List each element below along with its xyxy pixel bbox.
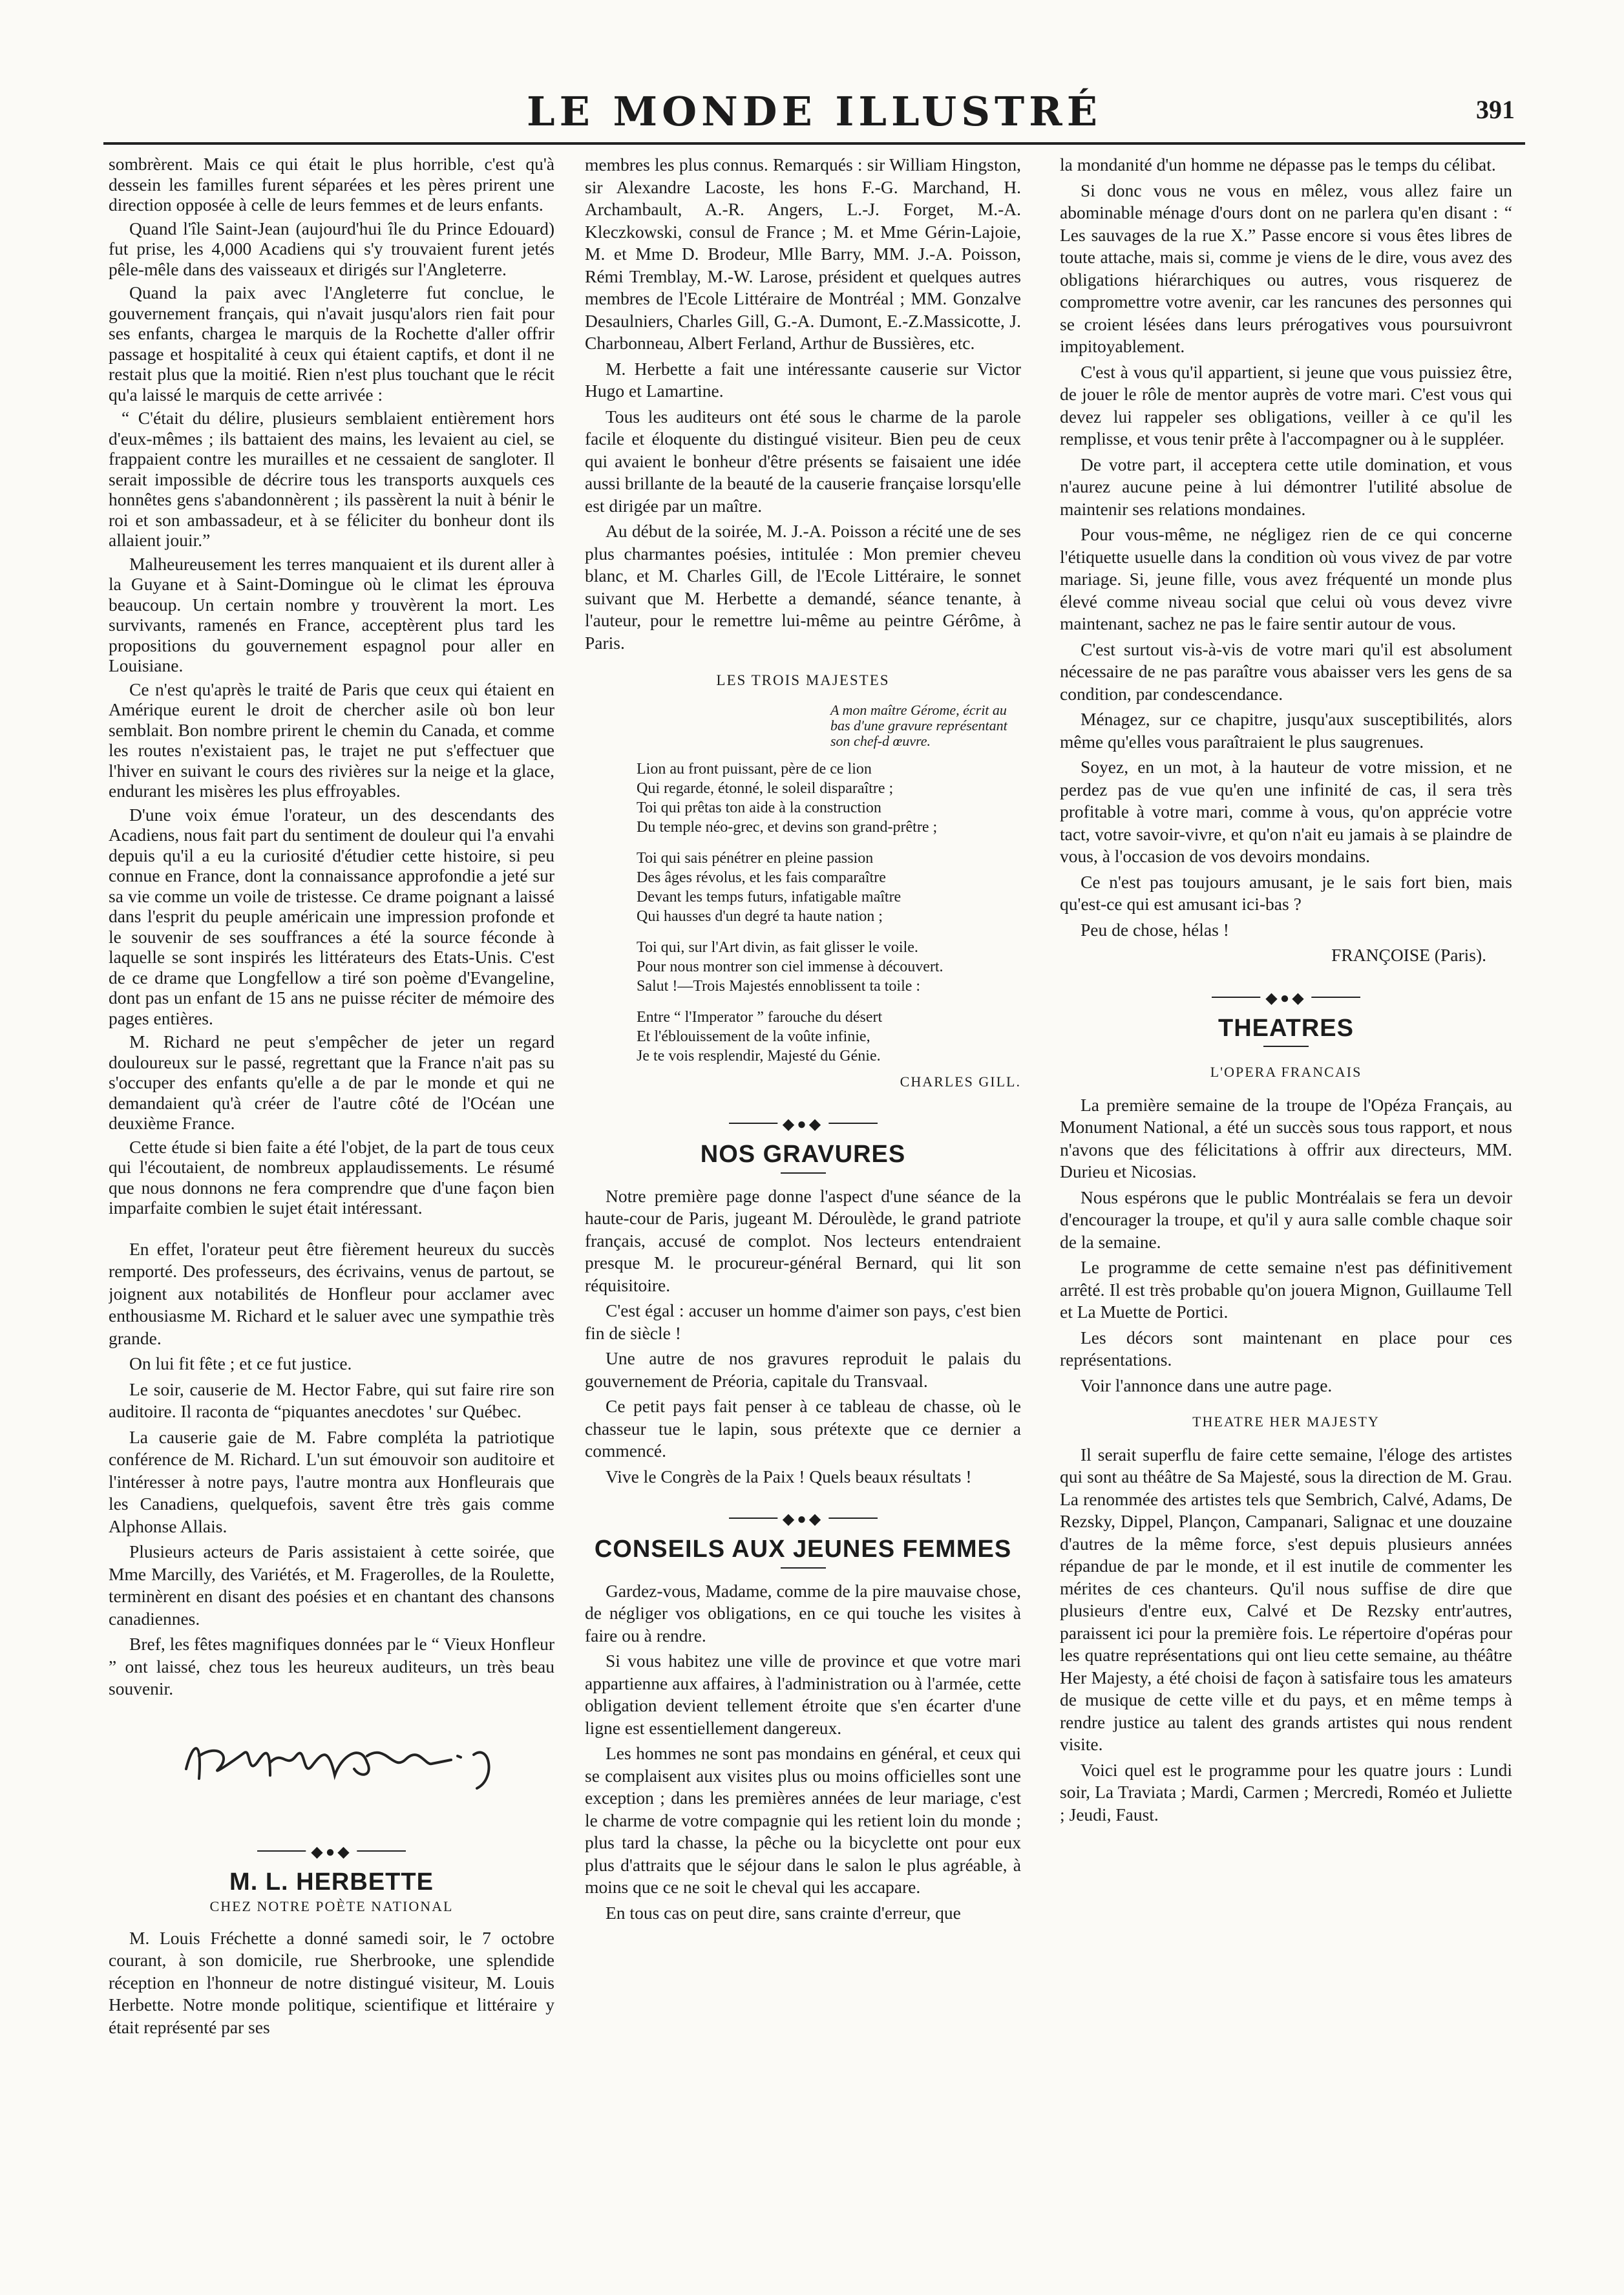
section-title: NOS GRAVURES: [700, 1141, 906, 1168]
paragraph: Quand l'île Saint-Jean (aujourd'hui île du Prince Edouard) fut prise, les 4,000 Acadiens qui s'y trouvaient furent jetés pêle-mêle dans des vaisseaux et dirigés sur l'Angleterre.: [109, 218, 554, 279]
section-divider: ◆●◆: [257, 1840, 406, 1862]
paragraph: En effet, l'orateur peut être fièrement heureux du succès remporté. Des professeurs, des écrivains, venus de partout, se joignent aux notabilités de Honfleur pour acclamer avec enthousiasme M. Richard et le saluer avec une sympathie très grande.: [109, 1238, 554, 1348]
poem-stanza: [637, 1008, 1021, 1066]
paragraph: Tous les auditeurs ont été sous le charme de la parole facile et éloquente du distingué visiteur. Bien peu de ceux qui avaient le bonheur d'être présents se faisaient une idée aussi brillante de la beauté de la causerie française lorsqu'elle est dirigée par un maître.: [585, 406, 1021, 516]
poem-line: Toi qui sais pénétrer en pleine passion: [637, 849, 874, 867]
paragraph: Ce n'est pas toujours amusant, je le sais fort bien, mais qu'est-ce qui est amusant ici-bas ?: [1060, 871, 1512, 914]
paragraph: C'est égal : accuser un homme d'aimer son pays, c'est bien fin de siècle !: [585, 1300, 1021, 1343]
column-2: [585, 154, 1021, 2164]
poem-line: Et l'éblouissement de la voûte infinie,: [637, 1028, 870, 1045]
paragraph: Malheureusement les terres manquaient et ils durent aller à la Guyane et à Saint-Domingue où le climat les éprouva beaucoup. Un certain nombre y trouvèrent la mort. Les survivants, ramenés en France, acceptèrent plus tard les propositions du gouvernement espagnol pour aller en Louisiane.: [109, 553, 554, 675]
paragraph: Le soir, causerie de M. Hector Fabre, qui sut faire rire son auditoire. Il raconta de “piquantes anecdotes ' sur Québec.: [109, 1379, 554, 1421]
paragraph: Une autre de nos gravures reproduit le palais du gouvernement de Préoria, capitale du Transvaal.: [585, 1348, 1021, 1391]
paragraph: Nous espérons que le public Montréalais se fera un devoir d'encourager la troupe, et qu'il y aura salle comble chaque soir de la semaine.: [1060, 1187, 1512, 1252]
paragraph: Les décors sont maintenant en place pour ces représentations.: [1060, 1327, 1512, 1370]
poem-title: LES TROIS MAJESTES: [716, 672, 890, 688]
paragraph: M. Louis Fréchette a donné samedi soir, le 7 octobre courant, à son domicile, rue Sherbrooke, une splendide réception en l'honneur de notre distingué visiteur, M. Louis Herbette. Notre monde politique, scientifique et littéraire y était représenté par ses: [109, 1927, 554, 2037]
subsection-heading: L'OPERA FRANCAIS: [1210, 1064, 1362, 1080]
paragraph: Soyez, en un mot, à la hauteur de votre mission, et ne perdez pas de vue qu'en une infinité de cas, il sera très profitable à votre mari, comme à vous, qu'on apprécie votre tact, votre savoir-vivre, et qu'on n'ait eu jamais à se plaindre de vous, à l'occasion de vos devoirs mondains.: [1060, 757, 1512, 866]
paragraph: Au début de la soirée, M. J.-A. Poisson a récité une de ses plus charmantes poésies, intitulée : Mon premier cheveu blanc, et M. Charles Gill, de l'Ecole Littéraire, le sonnet suivant que M. Herbette a demandé, séance tenante, à l'auteur, pour le remettre lui-même au peintre Gérôme, à Paris.: [585, 521, 1021, 653]
masthead: [103, 83, 1525, 145]
subsection-heading: THEATRE HER MAJESTY: [1192, 1413, 1380, 1430]
paragraph: Ce petit pays fait penser à ce tableau de chasse, où le chasseur tue le lapin, sous prétexte que ce dernier a commencé.: [585, 1396, 1021, 1461]
paragraph: Plusieurs acteurs de Paris assistaient à cette soirée, que Mme Marcilly, des Variétés, et M. Fragerolles, de la Roulette, terminèrent en disant des poésies et en chantant des chansons canadiennes.: [109, 1541, 554, 1629]
paragraph: Ce n'est qu'après le traité de Paris que ceux qui étaient en Amérique eurent le droit de chercher asile où bon leur semblait. Bon nombre prirent le chemin du Canada, et comme les routes n'existaient pas, le trajet ne put s'effectuer que l'hiver en suivant le cours des rivières sur la neige et la glace, endurant les misères les plus effroyables.: [109, 679, 554, 801]
paragraph: Voir l'annonce dans une autre page.: [1081, 1375, 1333, 1395]
quotation: “ C'était du délire, plusieurs semblaient entièrement hors d'eux-mêmes ; ils battaient des mains, les levaient au ciel, se frappaient contre les murailles et ne cessaient de sangloter. Il serait impossible de décrire tous les transports auxquels ces honnêtes gens s'abandonnèrent ; ils passèrent la nuit à bénir le roi et son ambassadeur, et à se féliciter du bonheur dont ils allaient jouir.”: [109, 408, 554, 550]
poem-line: Je te vois resplendir, Majesté du Génie.: [637, 1047, 881, 1064]
poem-dedication: A mon maître Gérome, écrit au bas d'une gravure représentant son chef-d œuvre.: [830, 701, 1007, 749]
paragraph: Pour vous-même, ne négligez rien de ce qui concerne l'étiquette usuelle dans la condition où vous vivez de par votre mariage. Si, jeune fille, vous avez fréquenté un monde plus élevé comme niveau social que celui où vous devez vivre maintenant, sachez ne pas le faire sentir autour de vous.: [1060, 524, 1512, 633]
poem-line: Toi qui, sur l'Art divin, as fait glisser le voile.: [637, 938, 918, 956]
poem-line: Lion au front puissant, père de ce lion: [637, 760, 872, 777]
paragraph: M. Herbette a fait une intéressante causerie sur Victor Hugo et Lamartine.: [585, 358, 1021, 401]
paragraph: La première semaine de la troupe de l'Opéza Français, au Monument National, a été un succès sous tous rapport, et nous n'avons que des félicitations à offrir aux directeurs, MM. Durieu et Nicosias.: [1060, 1094, 1512, 1181]
paragraph: la mondanité d'un homme ne dépasse pas le temps du célibat.: [1060, 154, 1496, 175]
paragraph: M. Richard ne peut s'empêcher de jeter un regard douloureux sur le passé, regrettant que la France n'ait pas su s'occuper des enfants qu'elle a de par le monde et qui ne demandaient qu'à créer de l'autre côté de l'Océan une deuxième France.: [109, 1031, 554, 1133]
title-rule: [1263, 1046, 1309, 1047]
poem-line: Qui hausses d'un degré ta haute nation ;: [637, 907, 883, 925]
handwritten-signature: [109, 1717, 554, 1801]
paragraph: Les hommes ne sont pas mondains en général, et ceux qui se complaisent aux visites plus ou moins officielles sont une exception ; dans les premières années de leur mariage, c'est le charme de votre compagnie qui les retient loin du monde ; plus tard la chasse, la pêche ou la bicyclette ont pour eux plus d'attraits que le séjour dans le salon le plus agréable, à moins que ce ne soit le cheval qui les accapare.: [585, 1743, 1021, 1897]
paragraph: membres les plus connus. Remarqués : sir William Hingston, sir Alexandre Lacoste, les hons F.-G. Marchand, H. Archambault, A.-R. Angers, L.-J. Forget, M.-A. Kleczkowski, consul de France ; M. et Mme Gérin-Lajoie, M. et Mme D. Brodeur, Mlle Barry, MM. J.-A. Poisson, Rémi Tremblay, M.-W. Larose, président et quelques autres membres de l'Ecole Littéraire de Montréal ; MM. Gonzalve Desaulniers, Charles Gill, G.-A. Dumont, E.-Z.Massicotte, J. Charbonneau, Albert Ferland, Arthur de Bussières, etc.: [585, 154, 1021, 353]
title-rule: [781, 1567, 826, 1569]
column-3: [1060, 154, 1512, 2164]
section-title: THEATRES: [1218, 1014, 1354, 1042]
title-rule: [781, 1172, 826, 1174]
paragraph: Voici quel est le programme pour les quatre jours : Lundi soir, La Traviata ; Mardi, Carmen ; Mercredi, Roméo et Juliette ; Jeudi, Faust.: [1060, 1759, 1512, 1824]
paragraph: Si vous habitez une ville de province et que votre mari appartienne aux affaires, à l'administration ou à l'armée, cette obligation devient tellement étroite que s'en écarter d'une ligne est essentiellement dangereux.: [585, 1651, 1021, 1738]
poem-line: Devant les temps futurs, infatigable maître: [637, 888, 902, 905]
paragraph: On lui fit fête ; et ce fut justice.: [129, 1353, 352, 1373]
paragraph: D'une voix émue l'orateur, un des descendants des Acadiens, nous fait part du sentiment de douleur qui l'a envahi depuis qu'il a eu la curiosité d'étudier cette histoire, si peu connue en France, dont la connaissance approfondie a jeté sur sa vie comme un voile de tristesse. Ce drame poignant a laissé dans l'esprit du peuple américain une impression profonde et le souvenir de ses souffrances a été la source féconde à laquelle se sont inspirés les littérateurs des Etats-Unis. C'est de ce drame que Longfellow a tiré son poème d'Evangeline, dont pas un enfant de 15 ans ne puisse réciter de mémoire des pages entières.: [109, 804, 554, 1028]
poem-line: Salut !—Trois Majestés ennoblissent ta toile :: [637, 977, 921, 995]
poem-stanza: [637, 849, 1021, 926]
paragraph: Peu de chose, hélas !: [1081, 919, 1229, 940]
paragraph: Bref, les fêtes magnifiques données par le “ Vieux Honfleur ” ont laissé, chez tous les heureux auditeurs, un très beau souvenir.: [109, 1634, 554, 1698]
paragraph: Quand la paix avec l'Angleterre fut conclue, le gouvernement français, qui n'avait jusqu'alors rien fait pour ses enfants, chargea le marquis de la Rochette d'aller offrir passage et hospitalité à ceux qui étaient captifs, et dont il ne restait plus que la moitié. Rien n'est plus touchant que le récit qu'a laissé le marquis de cette arrivée :: [109, 282, 554, 405]
poem-line: Toi qui prêtas ton aide à la construction: [637, 799, 881, 816]
paragraph: sombrèrent. Mais ce qui était le plus horrible, c'est qu'à dessein les familles furent séparées et les pères prirent une direction opposée à celle de leurs femmes et de leurs enfants.: [109, 154, 554, 215]
paragraph: Cette étude si bien faite a été l'objet, de la part de tous ceux qui l'écoutaient, de nombreux applaudissements. Le résumé que nous donnons ne fera comprendre que d'une façon bien imparfaite combien le sujet était intéressant.: [109, 1136, 554, 1218]
paragraph: C'est surtout vis-à-vis de votre mari qu'il est absolument nécessaire de ne pas paraître vous abaisser vers les gens de sa condition, par condescendance.: [1060, 639, 1512, 704]
paragraph: La causerie gaie de M. Fabre compléta la patriotique conférence de M. Richard. L'un sut émouvoir son auditoire et l'intéresser à notre pays, l'autre montra aux Honfleurais que les Canadiens, quelquefois, savent être très gais comme Alphonse Allais.: [109, 1426, 554, 1536]
poem: [585, 759, 1021, 1066]
poem-line: Du temple néo-grec, et devins son grand-prêtre ;: [637, 818, 938, 836]
section-title: CONSEILS AUX JEUNES FEMMES: [594, 1536, 1012, 1563]
paragraph: Gardez-vous, Madame, comme de la pire mauvaise chose, de négliger vos obligations, en ce qui touche les visites à faire ou à rendre.: [585, 1580, 1021, 1645]
article-signature: FRANÇOISE (Paris).: [1331, 945, 1486, 965]
poem-line: Qui regarde, étonné, le soleil disparaître ;: [637, 779, 894, 797]
section-subtitle: CHEZ NOTRE POÈTE NATIONAL: [209, 1898, 454, 1914]
paragraph: Il serait superflu de faire cette semaine, l'éloge des artistes qui sont au théâtre de Sa Majesté, sous la direction de M. Grau. La renommée des artistes tels que Sembrich, Calvé, Adams, De Rezsky, Dippel, Plançon, Campanari, Salignac et une douzaine d'autres de la même force, s'est depuis plusieurs années répandue de par le monde, et il est inutile de commenter les mérites de ces chanteurs. Qu'il nous suffise de dire que plusieurs d'entre eux, Calvé et De Rezsky entr'autres, paraissent ici pour la première fois. Le répertoire d'opéras pour les quatre représentations qui ont lieu cette semaine, au théâtre Her Majesty, a été choisi de façon à satisfaire tous les amateurs de musique de cette ville et du pays, et en même temps à rendre justice au talent des grands artistes qui nous rendent visite.: [1060, 1444, 1512, 1754]
paragraph: Vive le Congrès de la Paix ! Quels beaux résultats !: [606, 1466, 972, 1486]
section-divider: ◆●◆: [1212, 986, 1360, 1008]
poem-line: Des âges révolus, et les fais comparaître: [637, 869, 886, 886]
paragraph: C'est à vous qu'il appartient, si jeune que vous puissiez être, de jouer le rôle de mentor auprès de votre mari. C'est vous qui devez lui rappeler ses obligations, veiller à ce qu'il les remplisse, et vous tenir prête à l'accompagner ou à le suppléer.: [1060, 361, 1512, 449]
section-divider: ◆●◆: [729, 1507, 878, 1529]
paragraph: Notre première page donne l'aspect d'une séance de la haute-cour de Paris, jugeant M. Déroulède, le grand patriote français, accusé de complot. Nos lecteurs entendraient presque M. le procureur-général Bernard, qui lit son réquisitoire.: [585, 1185, 1021, 1295]
section-title: M. L. HERBETTE: [229, 1868, 434, 1896]
page-number: 391: [1476, 95, 1515, 124]
paragraph: Ménagez, sur ce chapitre, jusqu'aux susceptibilités, alors même qu'elles vous paraîtraient le plus saugrenues.: [1060, 709, 1512, 752]
poem-line: Pour nous montrer son ciel immense à découvert.: [637, 958, 944, 975]
poem-stanza: [637, 938, 1021, 996]
paragraph: En tous cas on peut dire, sans crainte d'erreur, que: [606, 1902, 961, 1923]
paragraph: Si donc vous ne vous en mêlez, vous allez faire un abominable ménage d'ours dont on ne parlera qu'en disant : “ Les sauvages de la rue X.” Passe encore si vous êtes libres de toute attache, mais si, comme je viens de le dire, vous avez des obligations hiérarchiques ou autres, vous risquerez de compromettre votre avenir, car les rancunes des personnes qui se croient lésées dans leurs prérogatives vous poursuivront impitoyablement.: [1060, 180, 1512, 356]
poem-line: Entre “ l'Imperator ” farouche du désert: [637, 1008, 883, 1026]
paragraph: De votre part, il acceptera cette utile domination, et vous n'aurez aucune peine à lui démontrer l'utilité absolue de maintenir ses relations mondaines.: [1060, 454, 1512, 519]
section-divider: ◆●◆: [729, 1112, 878, 1134]
poem-stanza: [637, 759, 1021, 837]
newspaper-title: LE MONDE ILLUSTRÉ: [527, 88, 1102, 135]
paragraph: Le programme de cette semaine n'est pas définitivement arrêté. Il est très probable qu'on jouera Mignon, Guillaume Tell et La Muette de Portici.: [1060, 1257, 1512, 1322]
column-1: [109, 154, 554, 2164]
poem-author: CHARLES GILL.: [900, 1073, 1021, 1090]
